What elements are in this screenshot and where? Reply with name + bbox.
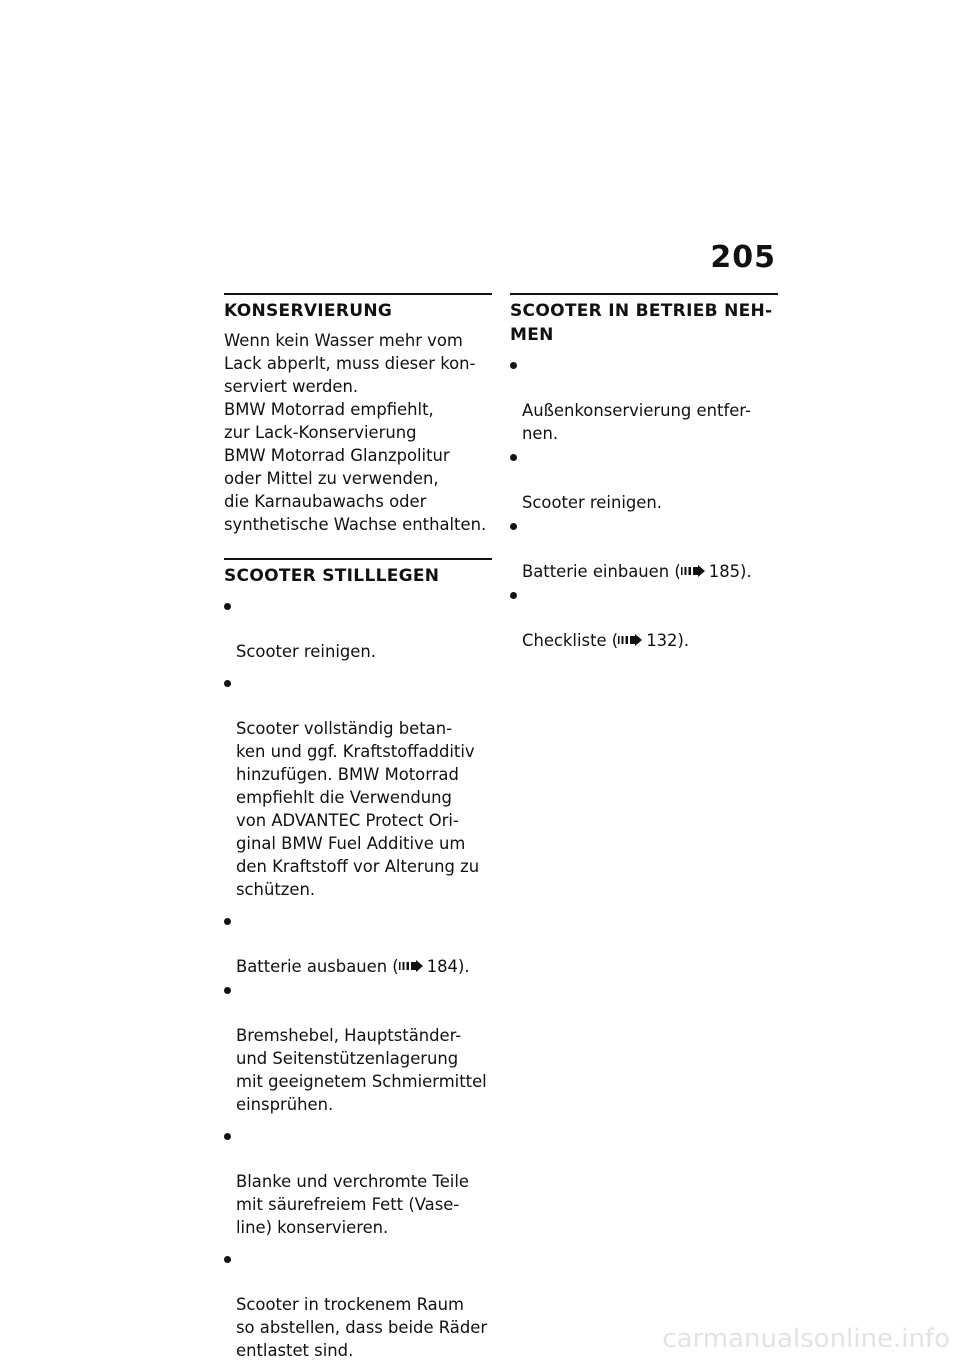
section-in-betrieb	[510, 293, 778, 652]
list-item	[224, 671, 492, 901]
list-item	[510, 445, 778, 514]
list-item-text: Bremshebel, Hauptständer- und Seitenstützenlagerung mit geeignetem Schmiermittel einsprühen.	[236, 1026, 487, 1114]
list-item-text: Checkliste (	[522, 631, 619, 650]
bullet-dot-icon	[510, 454, 517, 461]
list-item-text: Scooter reinigen.	[236, 642, 376, 661]
section-stilllegen	[224, 558, 492, 1362]
list-item	[510, 583, 778, 652]
bullet-dot-icon	[224, 918, 231, 925]
list-item-text: Batterie einbauen (	[522, 562, 681, 581]
list-item	[224, 978, 492, 1116]
bullet-dot-icon	[510, 362, 517, 369]
stilllegen-list	[224, 594, 492, 1362]
section-title-stilllegen: SCOOTER STILLLEGEN	[224, 558, 492, 588]
list-item	[224, 594, 492, 663]
right-column	[510, 293, 778, 652]
list-item-text: Außenkonservierung entfer- nen.	[522, 401, 751, 443]
konservierung-paragraph-1: Wenn kein Wasser mehr vom Lack abperlt, muss dieser kon- serviert werden.	[224, 331, 476, 396]
list-item	[224, 1247, 492, 1362]
bullet-dot-icon	[510, 523, 517, 530]
watermark: carmanualsonline.info	[662, 1324, 950, 1354]
section-konservierung	[224, 293, 492, 536]
bullet-dot-icon	[224, 987, 231, 994]
left-column	[224, 293, 492, 1362]
list-item	[510, 353, 778, 445]
bullet-dot-icon	[224, 1256, 231, 1263]
page-reference[interactable]: 132).	[646, 631, 690, 650]
page-reference-arrow-icon	[618, 634, 642, 646]
list-item-text: Batterie ausbauen (	[236, 957, 399, 976]
bullet-dot-icon	[224, 1133, 231, 1140]
in-betrieb-list	[510, 353, 778, 652]
list-item	[224, 909, 492, 978]
section-title-in-betrieb: SCOOTER IN BETRIEB NEH- MEN	[510, 293, 778, 347]
bullet-dot-icon	[510, 592, 517, 599]
page-number: 205	[710, 240, 776, 275]
page-reference-arrow-icon	[681, 565, 705, 577]
page-reference-arrow-icon	[399, 960, 423, 972]
page-reference[interactable]: 184).	[426, 957, 470, 976]
konservierung-paragraph-2: BMW Motorrad empfiehlt, zur Lack-Konservierung BMW Motorrad Glanzpolitur oder Mittel zu verwenden, die Karnaubawachs oder synthetische Wachse enthalten.	[224, 400, 487, 534]
list-item-text: Blanke und verchromte Teile mit säurefreiem Fett (Vase- line) konservieren.	[236, 1172, 469, 1237]
bullet-dot-icon	[224, 680, 231, 687]
bullet-dot-icon	[224, 603, 231, 610]
list-item	[510, 514, 778, 583]
list-item-text: Scooter reinigen.	[522, 493, 662, 512]
page-reference[interactable]: 185).	[708, 562, 752, 581]
list-item	[224, 1124, 492, 1239]
list-item-text: Scooter vollständig betan- ken und ggf. Kraftstoffadditiv hinzufügen. BMW Motorrad empfiehlt die Verwendung von ADVANTEC Protect Ori- ginal BMW Fuel Additive um den Kraftstoff vor Alterung zu schützen.	[236, 719, 480, 899]
list-item-text: Scooter in trockenem Raum so abstellen, dass beide Räder entlastet sind.	[236, 1295, 488, 1360]
section-title-konservierung: KONSERVIERUNG	[224, 293, 492, 323]
